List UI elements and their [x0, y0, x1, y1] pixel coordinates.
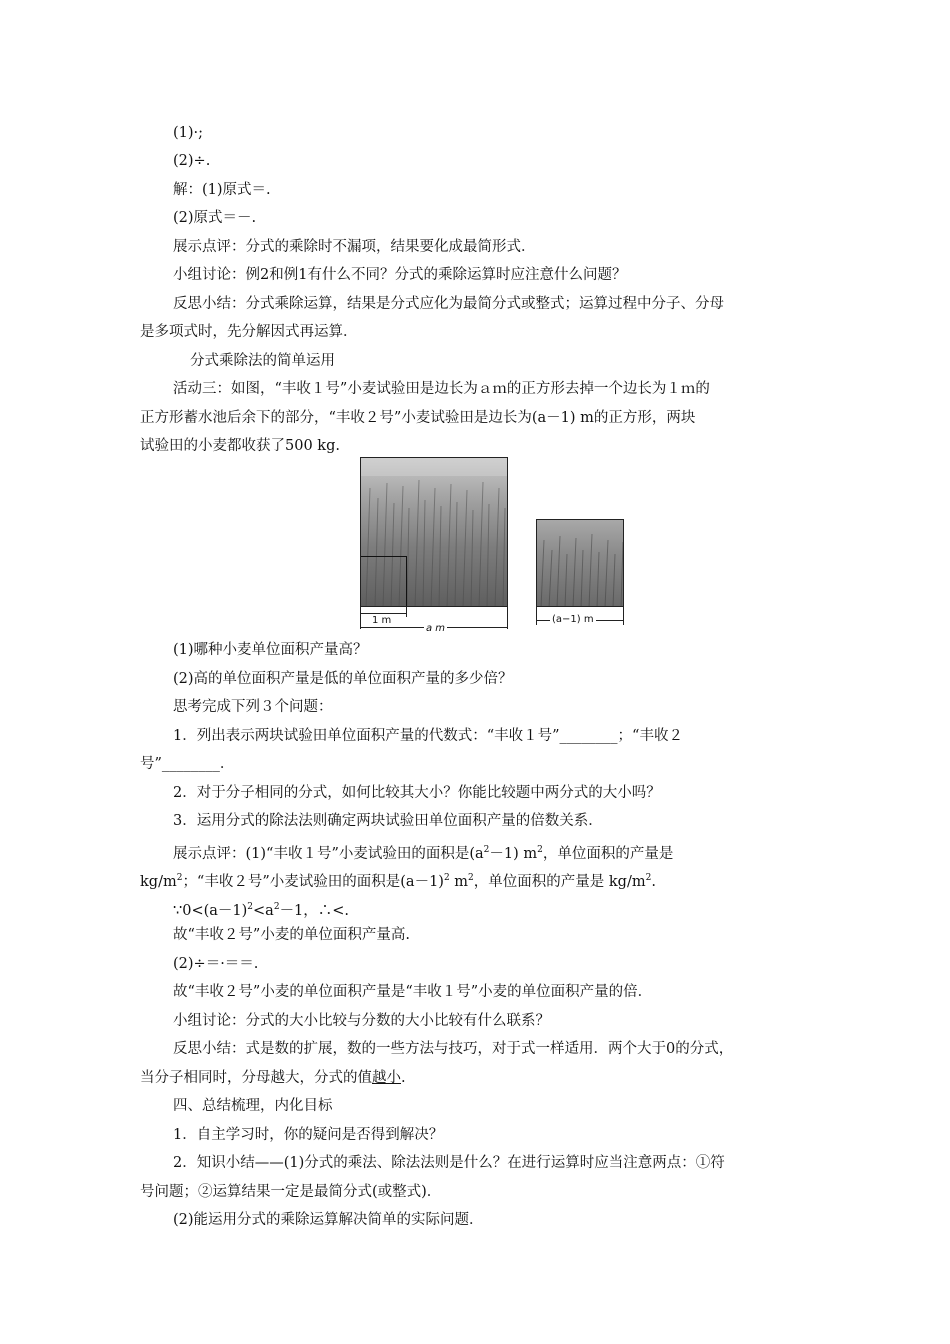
tick-mid: [406, 607, 407, 617]
comment-2-area: ；“丰收２号”小麦试验田的面积是(a－1): [182, 874, 444, 890]
section-heading: 分式乘除法的简单运用: [190, 353, 335, 369]
reflection-2: 反思小结：式是数的扩展，数的一些方法与技巧，对于式一样适用．两个大于0的分式，: [173, 1041, 734, 1057]
tick-small-right: [623, 607, 624, 625]
comment-2-unit: kg/m: [140, 874, 177, 890]
label-am: a m: [426, 623, 446, 634]
activity-3-cont-2: 试验田的小麦都收获了500 kg.: [140, 438, 340, 454]
activity-3: 活动三：如图，“丰收１号”小麦试验田是边长为ａｍ的正方形去掉一个边长为１ｍ的: [173, 381, 710, 397]
inequality: [173, 897, 349, 921]
task-3: 3．运用分式的除法法则确定两块试验田单位面积产量的倍数关系．: [173, 813, 603, 829]
reflection-2-cont: [140, 1068, 406, 1088]
inequality-part-c: －1，∴<.: [279, 903, 350, 919]
reflection-2-end: .: [401, 1070, 406, 1086]
discussion-1: 小组讨论：例2和例1有什么不同？分式的乘除运算时应注意什么问题？: [173, 267, 627, 283]
activity-3-cont-1: 正方形蓄水池后余下的部分，“丰收２号”小麦试验田是边长为(a－1) m的正方形，两块: [140, 410, 696, 426]
comment-2-cont: [140, 868, 656, 892]
sup-2: 2: [468, 873, 474, 883]
inequality-part-b: <a: [253, 903, 274, 919]
summary-1: 1．自主学习时，你的疑问是否得到解决？: [173, 1127, 444, 1143]
comment-2-m: m: [449, 874, 469, 890]
solution-2: (2)原式＝－.: [173, 210, 257, 226]
comment-2-part-a: 展示点评：(1)“丰收１号”小麦试验田的面积是(a: [173, 846, 484, 862]
summary-2-cont: 号问题；②运算结果一定是最简分式(或整式)．: [140, 1184, 442, 1200]
dim-1m-line: [360, 613, 406, 614]
inequality-part-a: ∵0<(a－1): [173, 903, 248, 919]
label-a1m: (a−1) m: [552, 614, 594, 625]
summary-2: 2．知识小结——(1)分式的乘法、除法法则是什么？在进行运算时应当注意两点：①符: [173, 1155, 725, 1171]
question-1: (1)哪种小麦单位面积产量高？: [173, 642, 368, 658]
sup-2: 2: [176, 873, 183, 883]
task-1-cont: 号”________．: [140, 756, 235, 772]
tick-right: [507, 607, 508, 629]
solution-1: 解：(1)原式＝.: [173, 182, 271, 198]
sup-2: 2: [443, 873, 450, 883]
summary-heading: 四、总结梳理，内化目标: [173, 1098, 333, 1114]
conclusion-1: 故“丰收２号”小麦的单位面积产量高.: [173, 927, 410, 943]
conclusion-2: 故“丰收２号”小麦的单位面积产量是“丰收１号”小麦的单位面积产量的倍．: [173, 984, 653, 1000]
comment-1: 展示点评：分式的乘除时不漏项，结果要化成最简形式．: [173, 239, 536, 255]
comment-2-end: .: [651, 874, 656, 890]
comment-2-part-b: －1) m: [489, 846, 538, 862]
comment-2-yield: ，单位面积的产量是 kg/m: [473, 874, 646, 890]
sup-2: 2: [645, 873, 652, 883]
think-prompt: 思考完成下列３个问题：: [173, 699, 333, 715]
sup-2: 2: [483, 845, 490, 855]
tick-left: [360, 607, 361, 629]
reflection-1: 反思小结：分式乘除运算，结果是分式应化为最简分式或整式；运算过程中分子、分母: [173, 296, 724, 312]
question-2: (2)高的单位面积产量是低的单位面积产量的多少倍？: [173, 671, 513, 687]
wheat-field-figure: [355, 455, 635, 635]
reflection-2-text: 当分子相同时，分母越大，分式的值: [140, 1070, 372, 1086]
task-2: 2．对于分子相同的分式，如何比较其大小？你能比较题中两分式的大小吗？: [173, 785, 661, 801]
wheat-field-photo-2: [536, 519, 624, 607]
wheat-field-photo-1: [360, 457, 508, 607]
sup-2: 2: [247, 902, 254, 912]
task-1: 1．列出表示两块试验田单位面积产量的代数式：“丰收１号”________；“丰收２: [173, 728, 683, 744]
pond-square: [361, 556, 407, 606]
tick-small-left: [536, 607, 537, 625]
label-1m: 1 m: [372, 615, 392, 626]
underlined-answer: 越小: [372, 1070, 401, 1086]
summary-3: (2)能运用分式的乘除运算解决简单的实际问题．: [173, 1212, 484, 1228]
comment-2-part-c: ，单位面积的产量是: [542, 846, 674, 862]
sup-2: 2: [273, 902, 280, 912]
comment-2: [173, 840, 673, 864]
reflection-1-cont: 是多项式时，先分解因式再运算．: [140, 324, 358, 340]
discussion-2: 小组讨论：分式的大小比较与分数的大小比较有什么联系？: [173, 1013, 550, 1029]
part-1-expression: (1)·;: [173, 125, 204, 141]
division-step: (2)÷＝·＝＝.: [173, 956, 259, 972]
part-2-expression: (2)÷.: [173, 153, 211, 169]
sup-2: 2: [537, 845, 543, 855]
